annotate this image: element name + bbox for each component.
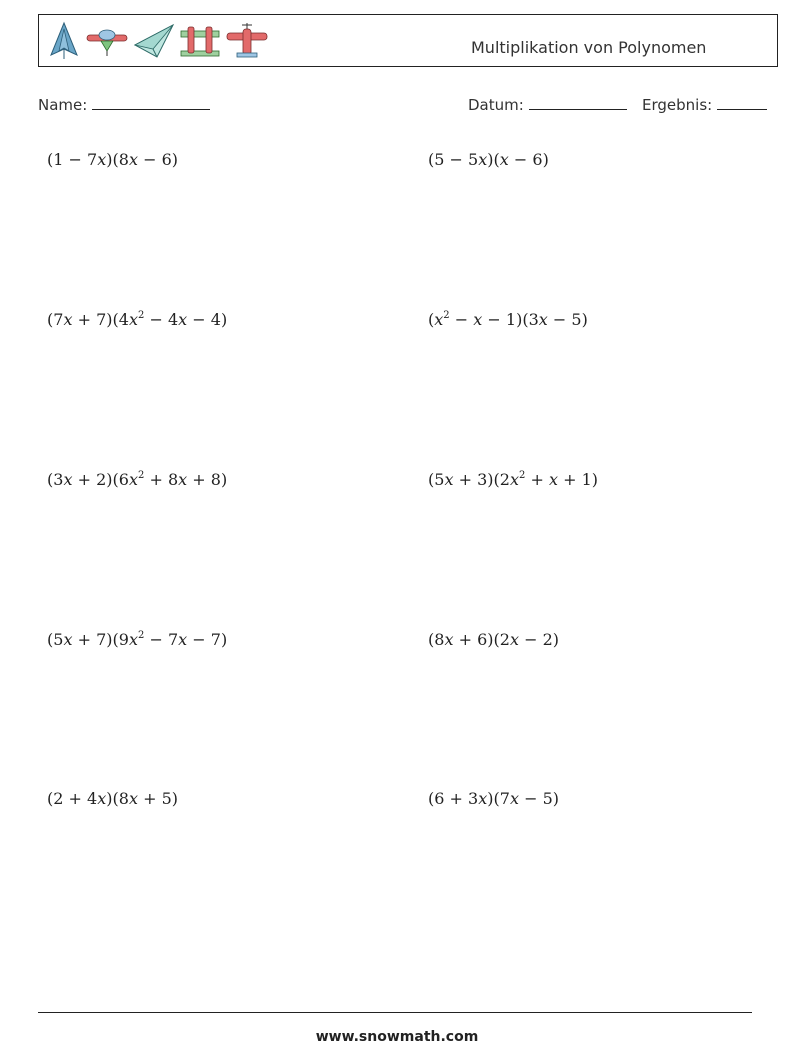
problem-6: $(5x + 3)(2x^2 + x + 1)$ (428, 470, 598, 489)
result-field[interactable] (642, 94, 767, 114)
header-box (38, 14, 778, 67)
problem-10: (6 + 3x)(7x − 5) (428, 789, 559, 808)
problem-1: (1 − 7x)(8x − 6) (47, 150, 178, 169)
date-field[interactable] (468, 94, 627, 114)
name-label: Name: (38, 96, 88, 114)
propeller-plane-icon (85, 21, 129, 61)
red-plane-icon (225, 21, 269, 61)
footer-url: www.snowmath.com (315, 1029, 479, 1045)
name-line[interactable] (92, 94, 210, 110)
paper-plane-icon (133, 21, 175, 61)
result-label: Ergebnis: (642, 96, 713, 114)
name-field[interactable] (38, 94, 210, 114)
result-line[interactable] (717, 94, 767, 110)
icon-strip (47, 20, 269, 62)
problem-5: $(3x + 2)(6x^2 + 8x + 8)$ (47, 470, 228, 489)
problem-4: $(x^2 - x - 1)(3x - 5)$ (428, 310, 588, 329)
biplane-icon (179, 21, 221, 61)
worksheet-title: Multiplikation von Polynomen (471, 38, 707, 57)
problem-8: (8x + 6)(2x − 2) (428, 630, 559, 649)
footer-divider (38, 1012, 752, 1013)
rocket-plane-icon (47, 21, 81, 61)
problem-3: $(7x + 7)(4x^2 - 4x - 4)$ (47, 310, 228, 329)
date-line[interactable] (529, 94, 627, 110)
problem-2: (5 − 5x)(x − 6) (428, 150, 549, 169)
date-label: Datum: (468, 96, 524, 114)
problem-9: (2 + 4x)(8x + 5) (47, 789, 178, 808)
problem-7: $(5x + 7)(9x^2 - 7x - 7)$ (47, 630, 228, 649)
